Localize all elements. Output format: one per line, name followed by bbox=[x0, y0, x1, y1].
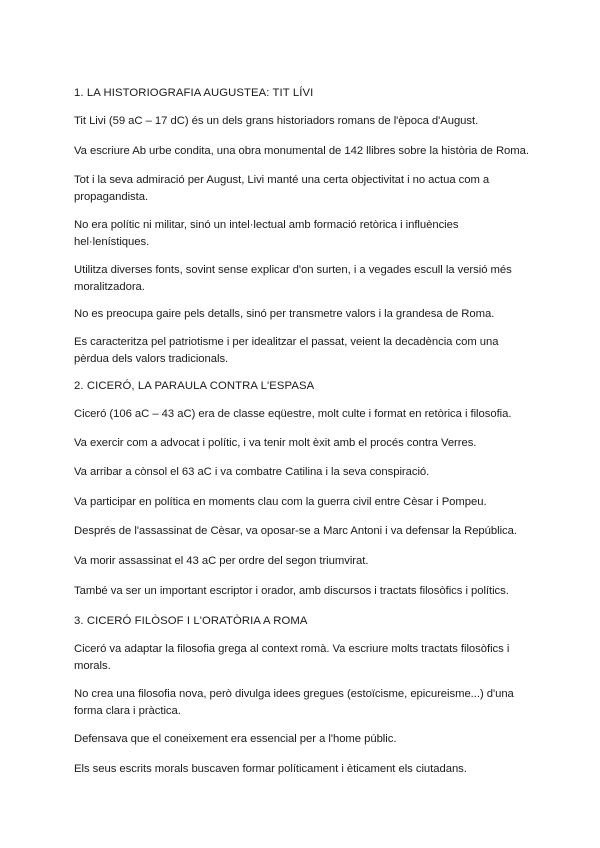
paragraph-line: Utilitza diverses fonts, sovint sense explicar d'on surten, i a vegades escull la versió més bbox=[74, 264, 512, 276]
paragraph-line: Va participar en política en moments clau com la guerra civil entre Cèsar i Pompeu. bbox=[74, 496, 487, 508]
paragraph-line: No es preocupa gaire pels detalls, sinó per transmetre valors i la grandesa de Roma. bbox=[74, 308, 495, 320]
paragraph-line: Tot i la seva admiració per August, Livi manté una certa objectivitat i no actua com a bbox=[74, 174, 490, 186]
paragraph-line: Va escriure Ab urbe condita, una obra monumental de 142 llibres sobre la història de Roma. bbox=[74, 145, 529, 157]
paragraph-line: moralitzadora. bbox=[74, 281, 145, 293]
paragraph-line: Va arribar a cònsol el 63 aC i va combatre Catilina i la seva conspiració. bbox=[74, 466, 430, 478]
paragraph-line: Els seus escrits morals buscaven formar políticament i èticament els ciutadans. bbox=[74, 763, 467, 775]
paragraph-line: Va exercir com a advocat i polític, i va tenir molt èxit amb el procés contra Verres. bbox=[74, 437, 477, 449]
paragraph-line: Defensava que el coneixement era essencial per a l'home públic. bbox=[74, 733, 397, 745]
paragraph-line: forma clara i pràctica. bbox=[74, 705, 181, 717]
paragraph-line: Ciceró (106 aC – 43 aC) era de classe eqüestre, molt culte i format en retòrica i filosofia. bbox=[74, 408, 512, 420]
paragraph-line: També va ser un important escriptor i orador, amb discursos i tractats filosòfics i polítics. bbox=[74, 585, 509, 597]
paragraph-line: Va morir assassinat el 43 aC per ordre del segon triumvirat. bbox=[74, 555, 369, 567]
paragraph-line: Ciceró va adaptar la filosofia grega al context romà. Va escriure molts tractats filosòfics i bbox=[74, 643, 510, 655]
section-heading: 3. CICERÓ FILÒSOF I L'ORATÒRIA A ROMA bbox=[74, 615, 308, 627]
paragraph-line: Després de l'assassinat de Cèsar, va oposar-se a Marc Antoni i va defensar la República. bbox=[74, 525, 517, 537]
paragraph-line: pèrdua dels valors tradicionals. bbox=[74, 353, 229, 365]
paragraph-line: Tit Livi (59 aC – 17 dC) és un dels grans historiadors romans de l'època d'August. bbox=[74, 115, 479, 127]
section-heading: 1. LA HISTORIOGRAFIA AUGUSTEA: TIT LÍVI bbox=[74, 87, 314, 99]
paragraph-line: Es caracteritza pel patriotisme i per idealitzar el passat, veient la decadència com una bbox=[74, 336, 499, 348]
paragraph-line: morals. bbox=[74, 660, 111, 672]
section-heading: 2. CICERÓ, LA PARAULA CONTRA L'ESPASA bbox=[74, 380, 315, 392]
paragraph-line: No era polític ni militar, sinó un intel·lectual amb formació retòrica i influències bbox=[74, 219, 459, 231]
paragraph-line: No crea una filosofia nova, però divulga idees gregues (estoïcisme, epicureisme...) d'una bbox=[74, 688, 514, 700]
paragraph-line: propagandista. bbox=[74, 191, 149, 203]
paragraph-line: hel·lenístiques. bbox=[74, 236, 150, 248]
